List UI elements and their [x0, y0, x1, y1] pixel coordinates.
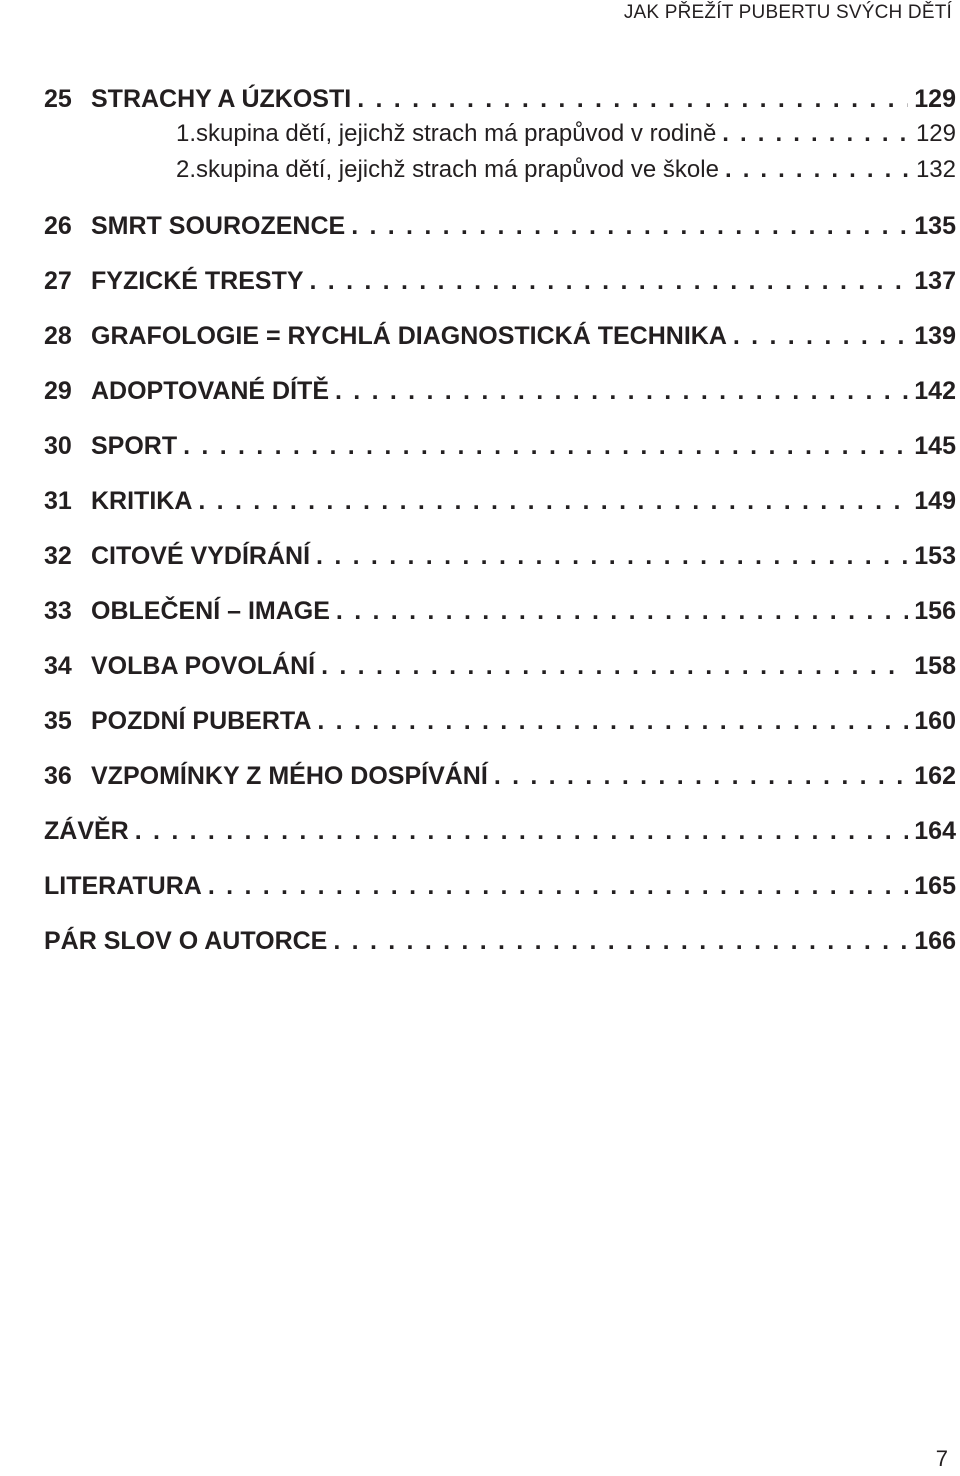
page-number: 156	[914, 597, 956, 625]
chapter-number: 34	[44, 652, 72, 680]
dot-leader	[333, 924, 908, 958]
dot-leader	[351, 209, 908, 243]
chapter-title: OBLEČENÍ – IMAGE	[91, 597, 330, 625]
chapter-title: KRITIKA	[91, 487, 193, 515]
chapter-title: CITOVÉ VYDÍRÁNÍ	[91, 542, 311, 570]
page-number: 142	[914, 377, 956, 405]
page-number: 135	[914, 212, 956, 240]
dot-leader	[316, 539, 908, 573]
chapter-title: ADOPTOVANÉ DÍTĚ	[91, 377, 329, 405]
dot-leader	[198, 484, 908, 518]
chapter-number: 33	[44, 597, 72, 625]
chapter-title: GRAFOLOGIE = RYCHLÁ DIAGNOSTICKÁ TECHNIKA	[91, 322, 727, 350]
chapter-number: 30	[44, 432, 72, 460]
page-number: 129	[914, 85, 956, 113]
chapter-number: 26	[44, 212, 72, 240]
page-number: 160	[914, 707, 956, 735]
dot-leader	[494, 759, 908, 793]
dot-leader	[321, 649, 908, 683]
chapter-number: 28	[44, 322, 72, 350]
toc-entry[interactable]	[44, 649, 956, 683]
chapter-title: VOLBA POVOLÁNÍ	[91, 652, 316, 680]
chapter-number: 29	[44, 377, 72, 405]
chapter-title: FYZICKÉ TRESTY	[91, 267, 304, 295]
toc-entry[interactable]	[44, 539, 956, 573]
toc-entry[interactable]	[44, 704, 956, 738]
toc-entry[interactable]	[44, 82, 956, 116]
dot-leader	[317, 704, 908, 738]
toc-entry[interactable]	[44, 814, 956, 848]
folio-page-number: 7	[935, 1446, 948, 1471]
page-number: 158	[914, 652, 956, 680]
subsection-title: skupina dětí, jejichž strach má prapůvod ve škole	[196, 156, 719, 183]
page-number: 164	[914, 817, 956, 845]
page-number: 145	[914, 432, 956, 460]
chapter-number: 36	[44, 762, 72, 790]
page-number: 153	[914, 542, 956, 570]
dot-leader	[208, 869, 908, 903]
toc-entry[interactable]	[44, 869, 956, 903]
subsection-number: 1.	[176, 120, 197, 147]
dot-leader	[183, 429, 908, 463]
toc-entry[interactable]	[44, 594, 956, 628]
chapter-number: 32	[44, 542, 72, 570]
toc-entry[interactable]	[44, 429, 956, 463]
running-header: JAK PŘEŽÍT PUBERTU SVÝCH DĚTÍ	[623, 2, 952, 23]
toc-entry[interactable]	[44, 374, 956, 408]
section-title: PÁR SLOV O AUTORCE	[44, 927, 328, 955]
page-number: 162	[914, 762, 956, 790]
page-number: 129	[915, 120, 956, 147]
chapter-number: 25	[44, 85, 72, 113]
chapter-title: STRACHY A ÚZKOSTI	[91, 85, 352, 113]
page-number: 165	[914, 872, 956, 900]
chapter-title: SPORT	[91, 432, 178, 460]
toc-subentry[interactable]	[44, 152, 956, 188]
table-of-contents	[44, 82, 956, 958]
toc-entry[interactable]	[44, 759, 956, 793]
dot-leader	[135, 814, 909, 848]
subsection-title: skupina dětí, jejichž strach má prapůvod v rodině	[196, 120, 717, 147]
chapter-title: VZPOMÍNKY Z MÉHO DOSPÍVÁNÍ	[91, 762, 488, 790]
section-title: LITERATURA	[44, 872, 202, 900]
dot-leader	[733, 319, 908, 353]
dot-leader	[357, 82, 908, 116]
page-number: 166	[914, 927, 956, 955]
dot-leader	[335, 374, 908, 408]
section-title: ZÁVĚR	[44, 817, 129, 845]
subsection-number: 2.	[176, 156, 197, 183]
dot-leader	[336, 594, 908, 628]
page-number: 139	[914, 322, 956, 350]
chapter-title: POZDNÍ PUBERTA	[91, 707, 312, 735]
toc-entry[interactable]	[44, 209, 956, 243]
chapter-number: 27	[44, 267, 72, 295]
chapter-number: 31	[44, 487, 72, 515]
toc-entry[interactable]	[44, 264, 956, 298]
chapter-number: 35	[44, 707, 72, 735]
chapter-title: SMRT SOUROZENCE	[91, 212, 346, 240]
toc-entry[interactable]	[44, 924, 956, 958]
toc-entry[interactable]	[44, 484, 956, 518]
dot-leader	[722, 116, 910, 152]
page-number: 132	[915, 156, 956, 183]
page-number: 137	[914, 267, 956, 295]
dot-leader	[725, 152, 910, 188]
dot-leader	[310, 264, 909, 298]
page-number: 149	[914, 487, 956, 515]
toc-entry[interactable]	[44, 319, 956, 353]
toc-subentry[interactable]	[44, 116, 956, 152]
